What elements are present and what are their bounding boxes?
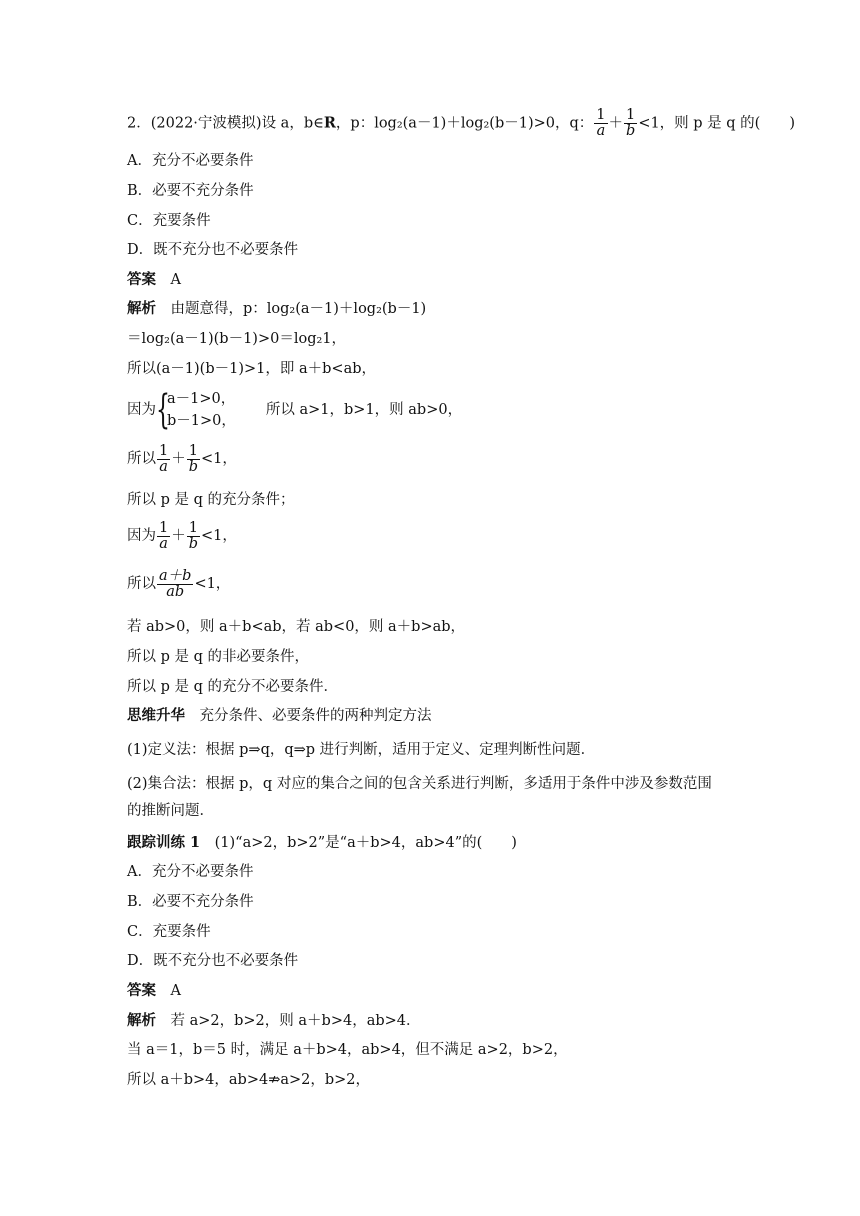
question-number: 2． [127,115,151,132]
answer-value: A [156,272,181,288]
fraction [157,521,170,552]
analysis-line [127,567,230,601]
analysis-line [127,299,426,319]
method-2: (2)集合法：根据 p，q 对应的集合之间的包含关系进行判断，多适用于条件中涉及参数范围 [127,776,712,792]
practice-option-a: A．充分不必要条件 [127,864,254,880]
analysis-text: 因为 [127,402,156,418]
method-1: (1)定义法：根据 p⇒q，q⇒p 进行判断，适用于定义、定理判断性问题． [127,742,596,758]
analysis-line: ＝log₂(a－1)(b－1)>0＝log₂1， [127,331,347,347]
inequality-system [156,388,236,432]
analysis-line: 若 ab>0，则 a＋b<ab，若 ab<0，则 a＋b>ab， [127,619,466,635]
system-row: a－1>0， [167,391,236,407]
fraction-numerator: 1 [159,519,169,536]
stem-text: 设 [261,115,281,132]
fraction-numerator: a＋b [159,567,192,584]
fraction-denominator: a [596,123,606,139]
summary-label: 思维升华 [127,707,185,724]
fraction-numerator: 1 [187,444,200,460]
option-b: B．必要不充分条件 [127,183,254,199]
practice-analysis-line [127,1011,421,1031]
fraction-numerator: 1 [187,521,200,537]
option-c: C．充要条件 [127,213,211,229]
practice-text: (1)“a>2，b>2”是“a＋b>4，ab>4”的( ) [200,835,517,851]
practice-analysis-line: 所以 a＋b>4，ab>4⇏a>2，b>2， [127,1072,371,1088]
answer-line [127,270,181,290]
analysis-line: 所以 p 是 q 的非必要条件， [127,649,309,665]
option-d: D．既不充分也不必要条件 [127,242,299,258]
analysis-line [127,519,237,553]
analysis-text: 因为 [127,528,156,544]
fraction-denominator: ab [166,583,185,600]
analysis-text: <1， [201,451,237,467]
question-source: (2022·宁波模拟) [150,115,262,132]
analysis-text: <1， [194,576,231,592]
analysis-label: 解析 [127,300,156,317]
fraction [187,521,200,552]
answer-label: 答案 [127,982,156,999]
question-2-stem [127,108,795,139]
analysis-line: 所以(a－1)(b－1)>1，即 a＋b<ab， [127,361,376,377]
analysis-line: 所以 p 是 q 的充分条件； [127,492,295,508]
analysis-label: 解析 [127,1012,156,1029]
analysis-line: 所以 p 是 q 的充分不必要条件． [127,679,338,695]
fraction-denominator: b [188,458,199,475]
analysis-text: 由题意得，p：log₂(a－1)＋log₂(b－1) [156,301,427,317]
analysis-text: <1， [201,528,237,544]
fraction-numerator: 1 [159,442,169,459]
option-a: A．充分不必要条件 [127,153,254,169]
stem-text: a，b∈ [280,115,324,132]
answer-label: 答案 [127,271,156,288]
real-set-symbol: R [323,114,336,132]
stem-text: ，p：log₂(a－1)＋log₂(b－1)>0，q： [335,115,594,132]
fraction [624,108,637,139]
plus-sign: ＋ [171,451,186,467]
answer-value: A [156,983,181,999]
fraction-denominator: b [626,123,636,139]
analysis-line-system [127,384,462,436]
fraction-numerator: 1 [596,107,606,123]
analysis-text: 所以 a>1，b>1，则 ab>0， [265,402,463,418]
summary-title: 充分条件、必要条件的两种判定方法 [185,708,432,724]
analysis-text: 若 a>2，b>2，则 a＋b>4，ab>4． [156,1013,421,1029]
fraction-denominator: a [159,458,168,475]
analysis-text: 所以 [127,576,156,592]
practice-analysis-line: 当 a＝1，b＝5 时，满足 a＋b>4，ab>4，但不满足 a>2，b>2， [127,1042,568,1058]
fraction-numerator: 1 [624,108,637,124]
plus-sign: ＋ [171,528,186,544]
fraction [187,444,200,475]
analysis-text: 所以 [127,451,156,467]
fraction [157,444,170,475]
practice-option-d: D．既不充分也不必要条件 [127,953,299,969]
summary-heading [127,706,432,726]
fraction-denominator: a [159,535,168,552]
practice-stem [127,833,517,853]
fraction [594,108,607,139]
system-row: b－1>0， [167,413,236,429]
practice-answer-line [127,981,181,1001]
plus-sign: ＋ [608,115,624,132]
practice-option-b: B．必要不充分条件 [127,894,254,910]
fraction-denominator: b [188,535,199,552]
analysis-line [127,442,237,476]
method-2-cont: 的推断问题． [127,803,214,819]
stem-text: <1，则 p 是 q 的( ) [638,115,796,132]
practice-option-c: C．充要条件 [127,924,211,940]
left-brace: { [156,387,170,433]
fraction [157,569,193,600]
practice-label: 跟踪训练 1 [127,834,201,851]
